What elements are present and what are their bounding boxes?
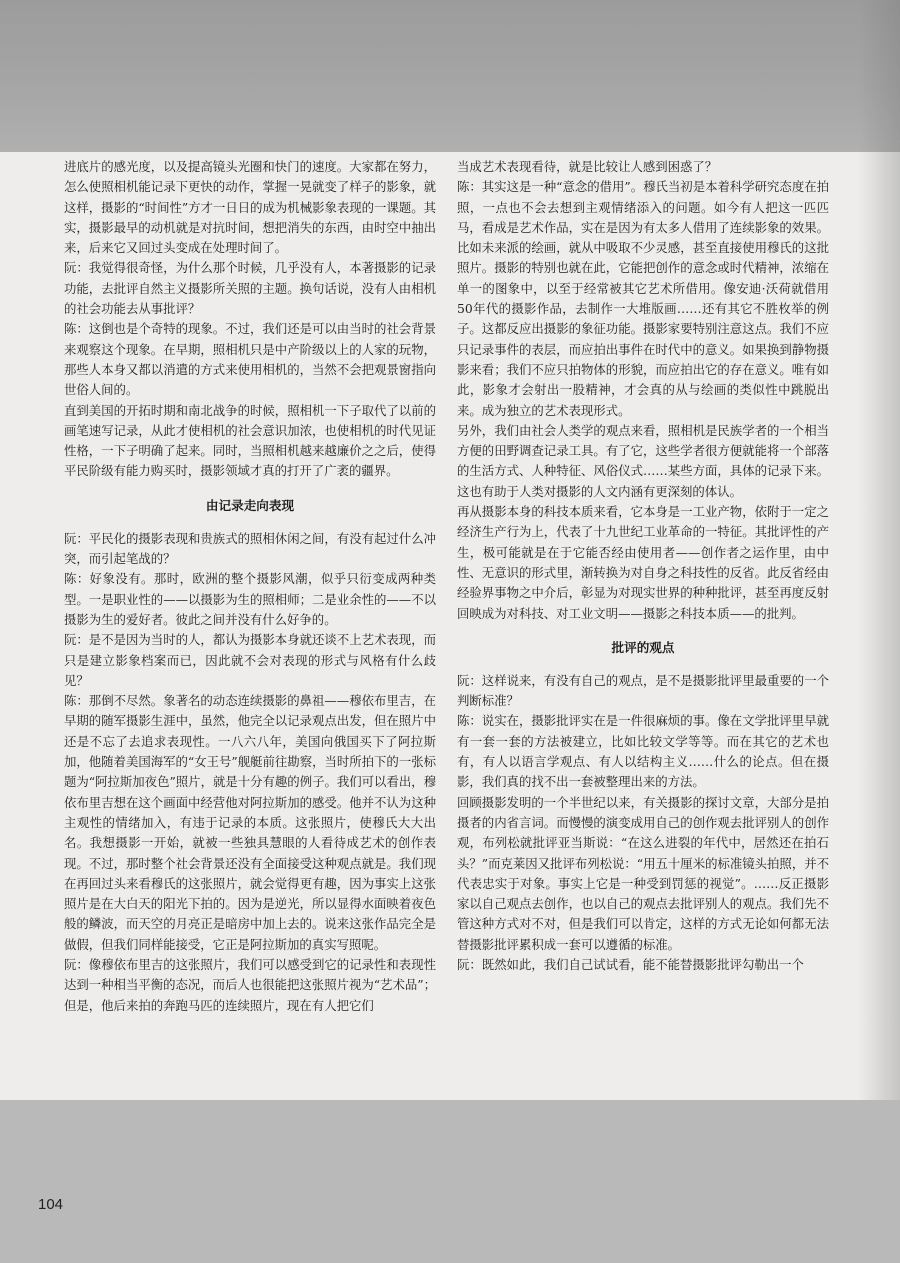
- paragraph: 陈：说实在，摄影批评实在是一件很麻烦的事。像在文学批评里早就有一套一套的方法被建立，比如比较文学等等。而在其它的艺术也有，有人以语言学观点、有人以结构主义……什么的论点。但在摄影，我们真的找不出一套被整理出来的方法。: [457, 713, 829, 790]
- paragraph: 陈：这倒也是个奇特的现象。不过，我们还是可以由当时的社会背景来观察这个现象。在早期，照相机只是中产阶级以上的人家的玩物，那些人本身又都以消遣的方式来使用相机的，当然不会把观景窗指向世俗人间的。: [64, 321, 436, 398]
- paragraph: 阮：这样说来，有没有自己的观点，是不是摄影批评里最重要的一个判断标准？: [457, 672, 829, 709]
- paragraph: 阮：像穆依布里吉的这张照片，我们可以感受到它的记录性和表现性达到一种相当平衡的态况，而后人也很能把这张照片视为“艺术品”；但是，他后来拍的奔跑马匹的连续照片，现在有人把它们: [64, 956, 436, 1013]
- section-heading: 由记录走向表现: [205, 497, 295, 513]
- paragraph: 阮：我觉得很奇怪，为什么那个时候，几乎没有人，本著摄影的记录功能，去批评自然主义摄影所关照的主题。换句话说，没有人由相机的社会功能去从事批评？: [64, 260, 436, 317]
- section-heading: 批评的观点: [611, 639, 675, 655]
- paragraph: 再从摄影本身的科技本质来看，它本身是一工业产物，依附于一定之经济生产行为上，代表了十九世纪工业革命的一特征。其批评性的产生，极可能就是在于它能否经由使用者——创作者之运作里，由中性、无意识的形式里，渐转换为对自身之科技性的反省。此反省经由经验界事物之中介后，彰显为对现实世界的种种批评，甚至再度反射回映成为对科技、对工业文明——摄影之科技本质——的批判。: [457, 504, 829, 621]
- right-text-column: [457, 157, 829, 975]
- paragraph: 陈：好象没有。那时，欧洲的整个摄影风潮，似乎只衍变成两种类型。一是职业性的——以摄影为生的照相师；二是业余性的——不以摄影为生的爱好者。彼此之间并没有什么好争的。: [64, 571, 436, 627]
- paragraph: 陈：其实这是一种“意念的借用”。穆氏当初是本着科学研究态度在拍照，一点也不会去想到主观情绪添入的问题。如今有人把这一匹匹马，看成是艺术作品，实在是因为有太多人借用了连续影象的效果。比如未来派的绘画，就从中吸取不少灵感，甚至直接使用穆氏的这批照片。摄影的特别也就在此，它能把创作的意念或时代精神，浓缩在单一的图象中，以至于经常被其它艺术所借用。像安迪·沃荷就借用50年代的摄影作品，去制作一大堆版画……还有其它不胜枚举的例子。这都反应出摄影的象征功能。摄影家要特别注意这点。我们不应只记录事件的表层，而应拍出事件在时代中的意义。如果换到静物摄影来看；我们不应只拍物体的形貌，而应拍出它的存在意义。唯有如此，影象才会射出一股精神，才会真的从与绘画的类似性中跳脱出来。成为独立的艺术表现形式。: [457, 179, 829, 418]
- paragraph: 直到美国的开拓时期和南北战争的时候，照相机一下子取代了以前的画笔速写记录，从此才使相机的社会意识加浓，也使相机的时代见证性格，一下子明确了起来。同时，当照相机越来越廉价之之后，使得平民阶级有能力购买时，摄影领域才真的打开了广袤的疆界。: [64, 402, 436, 479]
- paragraph: 另外，我们由社会人类学的观点来看，照相机是民族学者的一个相当方便的田野调查记录工具。有了它，这些学者很方便就能将一个部落的生活方式、人种特征、风俗仪式……某些方面，具体的记录下来。这也有助于人类对摄影的人文内涵有更深刻的体认。: [457, 422, 829, 499]
- paragraph: 回顾摄影发明的一个半世纪以来，有关摄影的探讨文章，大部分是拍摄者的内省言词。而慢慢的演变成用自己的创作观去批评别人的创作观，布列松就批评亚当斯说：“在这么进裂的年代中，居然还在拍石头？”而克莱因又批评布列松说：“用五十厘米的标准镜头拍照，并不代表忠实于对象。事实上它是一种受到罚惩的视觉”。……反正摄影家以自己观点去创作，也以自己的观点去批评别人的观点。我们先不管这种方式对不对，但是我们可以肯定，这样的方式无论如何都无法替摄影批评累积成一套可以遵循的标准。: [457, 794, 829, 952]
- paragraph: 阮：既然如此，我们自己试试看，能不能替摄影批评勾勒出一个: [457, 956, 804, 972]
- left-text-column: [64, 157, 436, 1016]
- paragraph: 陈：那倒不尽然。象著名的动态连续摄影的鼻祖——穆依布里吉，在早期的随军摄影生涯中，虽然，他完全以记录观点出发，但在照片中还是不忘了去追求表现性。一八六八年，美国向俄国买下了阿拉斯加，他随着美国海军的“女王号”舰艇前往勘察，当时所拍下的一张标题为“阿拉斯加夜色”照片，就是十分有趣的例子。我们可以看出，穆依布里吉想在这个画面中经营他对阿拉斯加的感受。他并不认为这种主观性的情绪加入，有违于记录的本质。这张照片，使穆氏大大出名。我想摄影一开始，就被一些独具慧眼的人看待成艺术的创作表现。不过，那时整个社会背景还没有全面接受这种观点就是。我们现在再回过头来看穆氏的这张照片，就会觉得更有趣，因为事实上这张照片是在大白天的阳光下拍的。因为是逆光，所以显得水面映着夜色般的鳞波，而天空的月亮正是暗房中加上去的。说来这张作品完全是做假，但我们同样能接受，它正是阿拉斯加的真实写照呢。: [64, 693, 436, 952]
- paragraph: 阮：是不是因为当时的人，都认为摄影本身就还谈不上艺术表现，而只是建立影象档案而已，因此就不会对表现的形式与风格有什么歧见？: [64, 632, 436, 688]
- scan-top-margin: [0, 0, 900, 152]
- page-number: 104: [38, 1196, 64, 1213]
- page-edge-shadow: [858, 0, 900, 1100]
- paragraph: 当成艺术表现看待，就是比较让人感到困惑了？: [457, 159, 718, 174]
- scan-bottom-margin: [0, 1100, 900, 1263]
- paragraph: 阮：平民化的摄影表现和贵族式的照相休闲之间，有没有起过什么冲突，而引起笔战的？: [64, 530, 436, 567]
- paragraph: 进底片的感光度，以及提高镜头光圈和快门的速度。大家都在努力，怎么使照相机能记录下更快的动作，掌握一晃就变了样子的影象，就这样，摄影的“时间性”方才一日日的成为机械影象表现的一课题。其实，摄影最早的动机就是对抗时间，想把消失的东西，由时空中抽出来，后来它又回过头变成在处理时间了。: [64, 159, 436, 256]
